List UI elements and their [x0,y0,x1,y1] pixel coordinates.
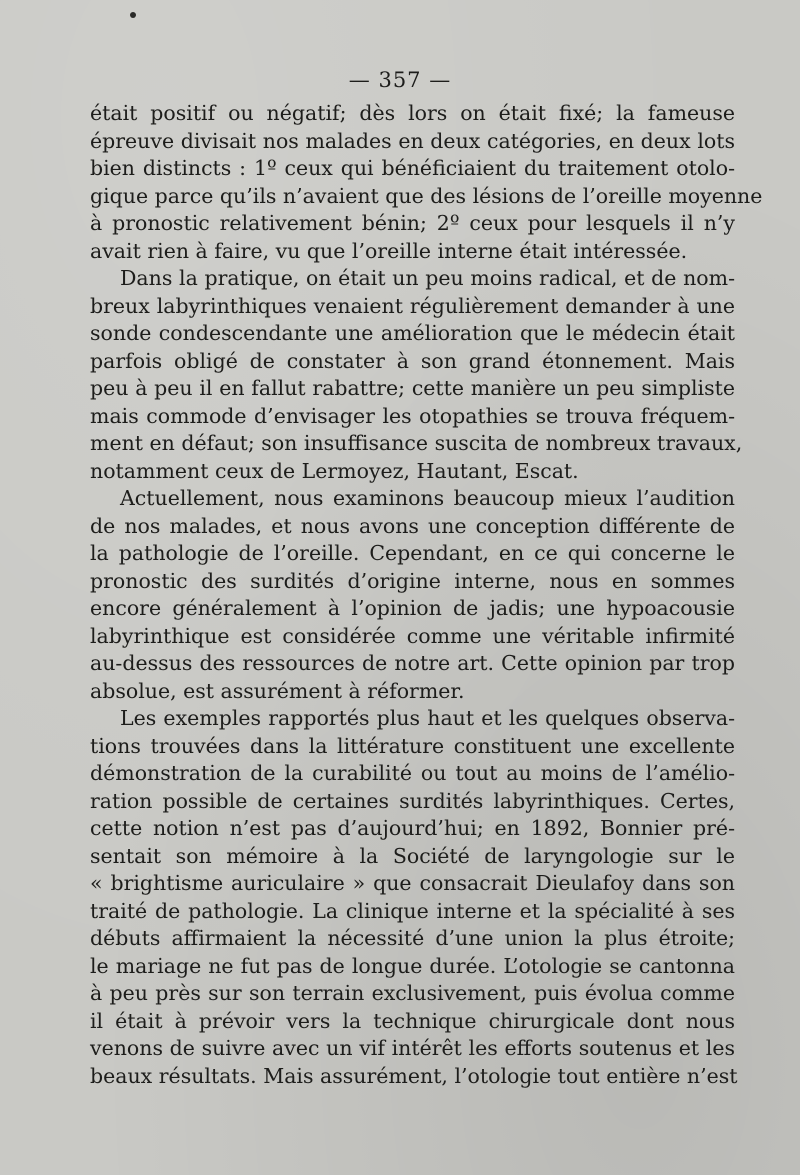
text-line: Actuellement, nous examinons beaucoup mieux l’audition [120,486,735,510]
text-line: beaux résultats. Mais assurément, l’otologie tout entière n’est [90,1063,738,1088]
page-number: — 357 — [348,68,452,92]
text-line: à peu près sur son terrain exclusivement, puis évolua comme [90,981,735,1005]
text-line: bien distincts : 1º ceux qui bénéficiaient du traitement otolo- [90,156,735,180]
text-line: « brightisme auriculaire » que consacrait Dieulafoy dans son [90,871,735,895]
text-line: cette notion n’est pas d’aujourd’hui; en 1892, Bonnier pré- [90,816,735,840]
text-line: la pathologie de l’oreille. Cependant, en ce qui concerne le [90,541,735,565]
text-line: de nos malades, et nous avons une conception différente de [90,513,735,538]
text-line: débuts affirmaient la nécessité d’une union la plus étroite; [90,926,735,950]
text-line: démonstration de la curabilité ou tout au moins de l’amélio- [90,761,735,785]
paragraph [90,100,763,265]
text-line: au-dessus des ressources de notre art. Cette opinion par trop [90,651,735,675]
text-line: peu à peu il en fallut rabattre; cette manière un peu simpliste [90,376,735,400]
text-line: à pronostic relativement bénin; 2º ceux pour lesquels il n’y [90,211,735,235]
text-line: breux labyrinthiques venaient régulièrement demander à une [90,293,735,318]
ink-speck [130,12,136,18]
text-line: avait rien à faire, vu que l’oreille interne était intéressée. [90,238,688,263]
text-line: pronostic des surdités d’origine interne, nous en sommes [90,568,735,593]
text-line: Dans la pratique, on était un peu moins radical, et de nom- [120,266,735,290]
paragraph [90,485,735,705]
paragraph [90,265,743,485]
text-line: labyrinthique est considérée comme une véritable infirmité [90,623,735,648]
text-line: gique parce qu’ils n’avaient que des lésions de l’oreille moyenne [90,183,763,208]
text-line: sonde condescendante une amélioration que le médecin était [90,321,735,345]
text-line: mais commode d’envisager les otopathies se trouva fréquem- [90,403,735,428]
text-line: sentait son mémoire à la Société de laryngologie sur le [90,843,735,868]
body-text [90,100,763,1090]
text-line: tions trouvées dans la littérature constituent une excellente [90,733,735,758]
text-line: ment en défaut; son insuffisance suscita de nombreux travaux, [90,431,743,455]
paragraph [90,705,738,1090]
text-line: ration possible de certaines surdités labyrinthiques. Certes, [90,788,735,813]
text-line: Les exemples rapportés plus haut et les quelques observa- [120,706,735,730]
text-line: venons de suivre avec un vif intérêt les efforts soutenus et les [90,1036,735,1060]
text-line: épreuve divisait nos malades en deux catégories, en deux lots [90,128,735,153]
text-line: était positif ou négatif; dès lors on était fixé; la fameuse [90,101,735,125]
text-line: notamment ceux de Lermoyez, Hautant, Escat. [90,458,579,483]
text-line: il était à prévoir vers la technique chirurgicale dont nous [90,1008,735,1033]
text-line: parfois obligé de constater à son grand étonnement. Mais [90,348,735,373]
text-line: le mariage ne fut pas de longue durée. L’otologie se cantonna [90,953,735,978]
text-line: absolue, est assurément à réformer. [90,678,465,703]
text-line: encore généralement à l’opinion de jadis; une hypoacousie [90,596,735,620]
text-line: traité de pathologie. La clinique interne et la spécialité à ses [90,898,735,923]
